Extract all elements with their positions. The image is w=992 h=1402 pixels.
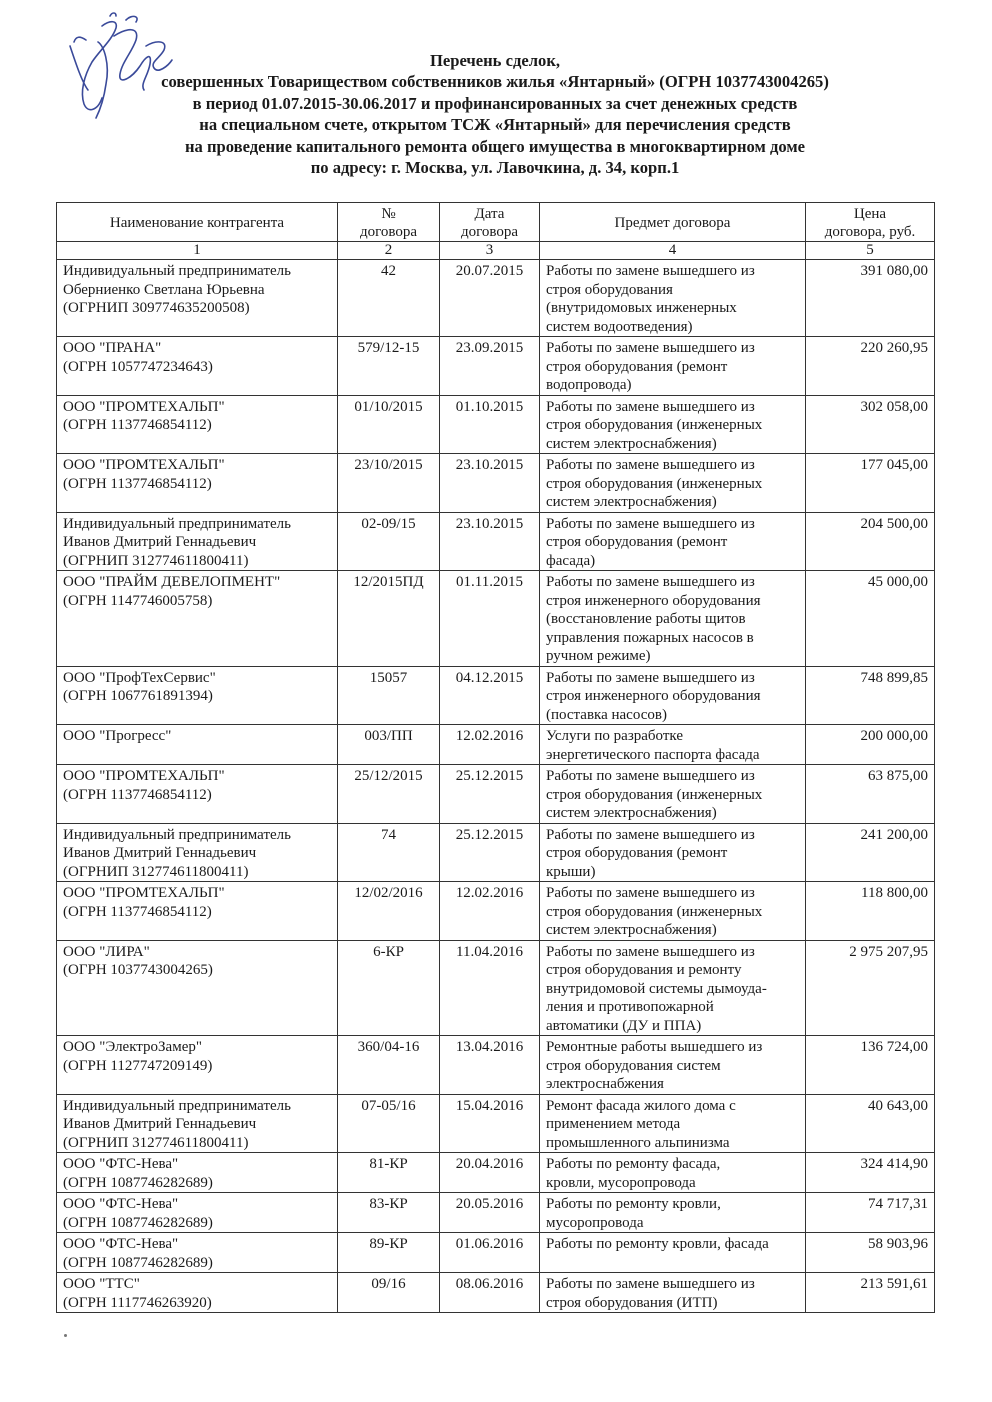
contract-date-cell: 23.10.2015: [440, 512, 540, 571]
contract-number-cell: 89-КР: [338, 1233, 440, 1273]
cell-line: фасада): [546, 552, 596, 569]
contract-number-cell: 12/02/2016: [338, 882, 440, 941]
contract-number-cell: 23/10/2015: [338, 454, 440, 513]
cell-line: Работы по замене вышедшего из: [546, 1276, 755, 1292]
column-number: 2: [338, 242, 440, 260]
contract-number-cell: 02-09/15: [338, 512, 440, 571]
header-line: Перечень сделок,: [429, 51, 561, 70]
cell-line: кровли, мусоропровода: [546, 1174, 696, 1191]
column-number: 5: [806, 242, 935, 260]
cell-line: Работы по замене вышедшего из: [546, 885, 755, 901]
contractor-name-cell: [57, 260, 338, 337]
contract-price-cell: 40 643,00: [806, 1094, 935, 1153]
contract-price-cell: 204 500,00: [806, 512, 935, 571]
cell-line: Ремонт фасада жилого дома с: [546, 1097, 736, 1114]
contractor-name-cell: [57, 765, 338, 824]
contract-date-cell: 20.05.2016: [440, 1193, 540, 1233]
contract-subject-cell: [540, 395, 806, 454]
cell-line: ООО "ЭлектроЗамер": [63, 1039, 202, 1055]
table-row: [57, 1273, 935, 1313]
cell-line: Работы по замене вышедшего из: [546, 768, 755, 784]
cell-line: (ОГРНИП 312774611800411): [63, 863, 249, 880]
cell-line: Работы по ремонту фасада,: [546, 1156, 721, 1172]
cell-line: строя инженерного оборудования: [546, 592, 761, 609]
contract-date-cell: 15.04.2016: [440, 1094, 540, 1153]
contractor-name-cell: [57, 882, 338, 941]
cell-line: Работы по замене вышедшего из: [546, 398, 755, 415]
contract-price-cell: 136 724,00: [806, 1036, 935, 1095]
cell-line: (ОГРН 1127747209149): [63, 1057, 213, 1074]
contract-number-cell: 42: [338, 260, 440, 337]
cell-line: ления и противопожарной: [546, 999, 714, 1015]
cell-line: Работы по замене вышедшего из: [546, 340, 755, 356]
cell-line: (ОГРН 1087746282689): [63, 1254, 213, 1271]
contract-number-cell: 07-05/16: [338, 1094, 440, 1153]
column-number: 3: [440, 242, 540, 260]
table-row: [57, 666, 935, 725]
cell-line: строя оборудования (инженерных: [546, 475, 763, 492]
contract-price-cell: 200 000,00: [806, 725, 935, 765]
contract-date-cell: 12.02.2016: [440, 882, 540, 941]
column-header: Предмет договора: [540, 203, 806, 242]
table-body: [57, 260, 935, 1313]
cell-line: (ОГРН 1037743004265): [63, 962, 213, 978]
contractor-name-cell: [57, 1233, 338, 1273]
cell-line: Работы по замене вышедшего из: [546, 669, 755, 686]
header-line: в период 01.07.2015-30.06.2017 и профинансированных за счет денежных средств: [192, 93, 798, 113]
contract-price-cell: 63 875,00: [806, 765, 935, 824]
contract-number-cell: 579/12-15: [338, 337, 440, 396]
contract-number-cell: 15057: [338, 666, 440, 725]
contract-number-cell: 003/ПП: [338, 725, 440, 765]
cell-line: Работы по замене вышедшего из: [546, 574, 755, 590]
contract-number-cell: 09/16: [338, 1273, 440, 1313]
table-row: [57, 1036, 935, 1095]
cell-line: (ОГРН 1087746282689): [63, 1214, 213, 1231]
cell-line: ООО "ТТС": [63, 1276, 140, 1292]
table-row: [57, 512, 935, 571]
cell-line: ООО "ЛИРА": [63, 943, 150, 960]
contractor-name-cell: [57, 940, 338, 1036]
cell-line: (ОГРН 1057747234643): [63, 358, 213, 375]
cell-line: строя оборудования систем: [546, 1057, 721, 1074]
cell-line: ООО "ФТС-Нева": [63, 1236, 179, 1252]
contract-price-cell: 748 899,85: [806, 666, 935, 725]
cell-line: строя оборудования (ремонт: [546, 534, 728, 550]
cell-line: ручном режиме): [546, 648, 651, 664]
contract-number-cell: 25/12/2015: [338, 765, 440, 824]
contract-subject-cell: [540, 454, 806, 513]
table-row: [57, 1153, 935, 1193]
cell-line: Иванов Дмитрий Геннадьевич: [63, 845, 257, 861]
cell-line: Иванов Дмитрий Геннадьевич: [63, 1116, 257, 1132]
table-row: [57, 940, 935, 1036]
cell-line: (внутридомовых инженерных: [546, 300, 737, 316]
cell-line: ООО "ПРОМТЕХАЛЬП": [63, 457, 225, 473]
cell-line: систем электроснабжения): [546, 922, 717, 938]
table-row: [57, 395, 935, 454]
cell-line: ООО "ПРОМТЕХАЛЬП": [63, 398, 225, 415]
header-line: по адресу: г. Москва, ул. Лавочкина, д. 34, корп.1: [310, 158, 680, 178]
contract-number-cell: 6-КР: [338, 940, 440, 1036]
contract-date-cell: 20.04.2016: [440, 1153, 540, 1193]
contract-subject-cell: [540, 725, 806, 765]
contract-date-cell: 23.10.2015: [440, 454, 540, 513]
cell-line: систем электроснабжения): [546, 805, 717, 821]
cell-line: Индивидуальный предприниматель: [63, 1097, 291, 1114]
contract-date-cell: 13.04.2016: [440, 1036, 540, 1095]
contract-number-cell: 360/04-16: [338, 1036, 440, 1095]
contractor-name-cell: [57, 1193, 338, 1233]
contract-number-cell: 74: [338, 823, 440, 882]
table-row: [57, 882, 935, 941]
contract-price-cell: 58 903,96: [806, 1233, 935, 1273]
cell-line: строя оборудования (инженерных: [546, 417, 763, 433]
cell-line: крыши): [546, 863, 596, 880]
contract-subject-cell: [540, 765, 806, 824]
contract-date-cell: 01.06.2016: [440, 1233, 540, 1273]
cell-line: (ОГРН 1117746263920): [63, 1294, 212, 1311]
cell-line: (восстановление работы щитов: [546, 611, 746, 627]
contract-date-cell: 25.12.2015: [440, 823, 540, 882]
contractor-name-cell: [57, 395, 338, 454]
cell-line: Работы по ремонту кровли, фасада: [546, 1236, 769, 1252]
cell-line: (ОГРН 1067761891394): [63, 688, 213, 704]
contractor-name-cell: [57, 1273, 338, 1313]
contract-date-cell: 01.10.2015: [440, 395, 540, 454]
cell-line: ООО "ПРОМТЕХАЛЬП": [63, 885, 225, 901]
cell-line: применением метода: [546, 1116, 681, 1132]
contract-subject-cell: [540, 1036, 806, 1095]
cell-line: промышленного альпинизма: [546, 1134, 730, 1151]
scan-speck: [64, 1334, 67, 1337]
contractor-name-cell: [57, 454, 338, 513]
document-header: [92, 50, 898, 178]
contract-subject-cell: [540, 1273, 806, 1313]
table-row: [57, 765, 935, 824]
cell-line: (ОГРН 1137746854112): [63, 786, 212, 803]
header-line: на проведение капитального ремонта общего имущества в многоквартирном доме: [184, 136, 806, 156]
cell-line: (ОГРН 1087746282689): [63, 1174, 213, 1191]
cell-line: Работы по ремонту кровли,: [546, 1196, 721, 1212]
contract-date-cell: 01.11.2015: [440, 571, 540, 667]
cell-line: строя оборудования (ремонт: [546, 358, 728, 375]
header-line: на специальном счете, открытом ТСЖ «Янтарный» для перечисления средств: [199, 115, 791, 135]
table-row: [57, 454, 935, 513]
table-row: [57, 1233, 935, 1273]
cell-line: (ОГРН 1137746854112): [63, 475, 212, 492]
cell-line: систем электроснабжения): [546, 435, 717, 452]
contract-date-cell: 25.12.2015: [440, 765, 540, 824]
contract-price-cell: 391 080,00: [806, 260, 935, 337]
cell-line: (ОГРН 1137746854112): [63, 417, 212, 433]
table-row: [57, 823, 935, 882]
contractor-name-cell: [57, 337, 338, 396]
contract-date-cell: 23.09.2015: [440, 337, 540, 396]
cell-line: электроснабжения: [546, 1076, 664, 1092]
table-header-row: [57, 203, 935, 242]
contract-number-cell: 81-КР: [338, 1153, 440, 1193]
contract-date-cell: 20.07.2015: [440, 260, 540, 337]
contract-subject-cell: [540, 940, 806, 1036]
cell-line: (ОГРН 1147746005758): [63, 592, 213, 609]
contract-price-cell: 324 414,90: [806, 1153, 935, 1193]
cell-line: Ремонтные работы вышедшего из: [546, 1039, 763, 1055]
cell-line: ООО "Прогресс": [63, 728, 172, 744]
contract-subject-cell: [540, 337, 806, 396]
column-header: Дата договора: [440, 203, 540, 242]
cell-line: (ОГРНИП 312774611800411): [63, 552, 249, 569]
contract-price-cell: 220 260,95: [806, 337, 935, 396]
cell-line: Работы по замене вышедшего из: [546, 826, 755, 843]
contract-number-cell: 12/2015ПД: [338, 571, 440, 667]
contractor-name-cell: [57, 571, 338, 667]
cell-line: Индивидуальный предприниматель: [63, 263, 291, 279]
cell-line: (поставка насосов): [546, 706, 667, 723]
contractor-name-cell: [57, 1153, 338, 1193]
contract-price-cell: 302 058,00: [806, 395, 935, 454]
column-number: 4: [540, 242, 806, 260]
contract-price-cell: 45 000,00: [806, 571, 935, 667]
cell-line: Работы по замене вышедшего из: [546, 457, 755, 473]
contract-number-cell: 83-КР: [338, 1193, 440, 1233]
contractor-name-cell: [57, 1036, 338, 1095]
cell-line: (ОГРНИП 309774635200508): [63, 300, 250, 316]
cell-line: ООО "ПРАЙМ ДЕВЕЛОПМЕНТ": [63, 574, 281, 590]
table-row: [57, 1193, 935, 1233]
cell-line: Индивидуальный предприниматель: [63, 826, 291, 843]
cell-line: строя оборудования (ремонт: [546, 845, 728, 861]
cell-line: строя оборудования и ремонту: [546, 962, 742, 978]
cell-line: водопровода): [546, 377, 632, 393]
contract-subject-cell: [540, 882, 806, 941]
contract-subject-cell: [540, 1153, 806, 1193]
cell-line: ООО "ПрофТехСервис": [63, 669, 216, 686]
contract-subject-cell: [540, 823, 806, 882]
cell-line: ООО "ФТС-Нева": [63, 1196, 179, 1212]
cell-line: Работы по замене вышедшего из: [546, 943, 755, 960]
cell-line: строя оборудования (инженерных: [546, 786, 763, 803]
contract-price-cell: 177 045,00: [806, 454, 935, 513]
cell-line: мусоропровода: [546, 1214, 644, 1231]
table-row: [57, 337, 935, 396]
contractor-name-cell: [57, 725, 338, 765]
table-row: [57, 725, 935, 765]
contract-price-cell: 213 591,61: [806, 1273, 935, 1313]
column-number-row: [57, 242, 935, 260]
column-number: 1: [57, 242, 338, 260]
contract-subject-cell: [540, 571, 806, 667]
contractor-name-cell: [57, 512, 338, 571]
contractor-name-cell: [57, 666, 338, 725]
contract-date-cell: 04.12.2015: [440, 666, 540, 725]
cell-line: систем водоотведения): [546, 318, 693, 335]
contract-subject-cell: [540, 1193, 806, 1233]
table-row: [57, 1094, 935, 1153]
cell-line: Услуги по разработке: [546, 728, 683, 744]
cell-line: (ОГРН 1137746854112): [63, 903, 212, 920]
cell-line: внутридомовой системы дымоуда-: [546, 980, 767, 997]
cell-line: Работы по замене вышедшего из: [546, 263, 755, 279]
table-row: [57, 260, 935, 337]
cell-line: строя оборудования: [546, 281, 673, 298]
cell-line: управления пожарных насосов в: [546, 629, 754, 646]
contract-subject-cell: [540, 1094, 806, 1153]
header-line: совершенных Товариществом собственников жилья «Янтарный» (ОГРН 1037743004265): [161, 72, 829, 92]
cell-line: ООО "ФТС-Нева": [63, 1156, 179, 1172]
column-header: № договора: [338, 203, 440, 242]
contract-date-cell: 12.02.2016: [440, 725, 540, 765]
contract-subject-cell: [540, 1233, 806, 1273]
column-header: Наименование контрагента: [57, 203, 338, 242]
cell-line: Работы по замене вышедшего из: [546, 515, 755, 532]
contract-subject-cell: [540, 260, 806, 337]
contractor-name-cell: [57, 823, 338, 882]
cell-line: Оберниенко Светлана Юрьевна: [63, 281, 265, 298]
contract-subject-cell: [540, 512, 806, 571]
cell-line: систем электроснабжения): [546, 494, 717, 510]
table-row: [57, 571, 935, 667]
cell-line: строя оборудования (инженерных: [546, 903, 763, 920]
cell-line: (ОГРНИП 312774611800411): [63, 1134, 249, 1151]
cell-line: ООО "ПРОМТЕХАЛЬП": [63, 768, 225, 784]
contract-price-cell: 74 717,31: [806, 1193, 935, 1233]
deals-table: [56, 202, 935, 1313]
cell-line: строя оборудования (ИТП): [546, 1294, 718, 1311]
cell-line: строя инженерного оборудования: [546, 688, 761, 704]
contract-price-cell: 118 800,00: [806, 882, 935, 941]
contract-date-cell: 08.06.2016: [440, 1273, 540, 1313]
cell-line: автоматики (ДУ и ППА): [546, 1017, 702, 1034]
contractor-name-cell: [57, 1094, 338, 1153]
contract-subject-cell: [540, 666, 806, 725]
cell-line: энергетического паспорта фасада: [546, 746, 760, 763]
cell-line: Индивидуальный предприниматель: [63, 515, 291, 532]
contract-number-cell: 01/10/2015: [338, 395, 440, 454]
cell-line: Иванов Дмитрий Геннадьевич: [63, 534, 257, 550]
contract-date-cell: 11.04.2016: [440, 940, 540, 1036]
cell-line: ООО "ПРАНА": [63, 340, 162, 356]
column-header: Цена договора, руб.: [806, 203, 935, 242]
contract-price-cell: 241 200,00: [806, 823, 935, 882]
contract-price-cell: 2 975 207,95: [806, 940, 935, 1036]
